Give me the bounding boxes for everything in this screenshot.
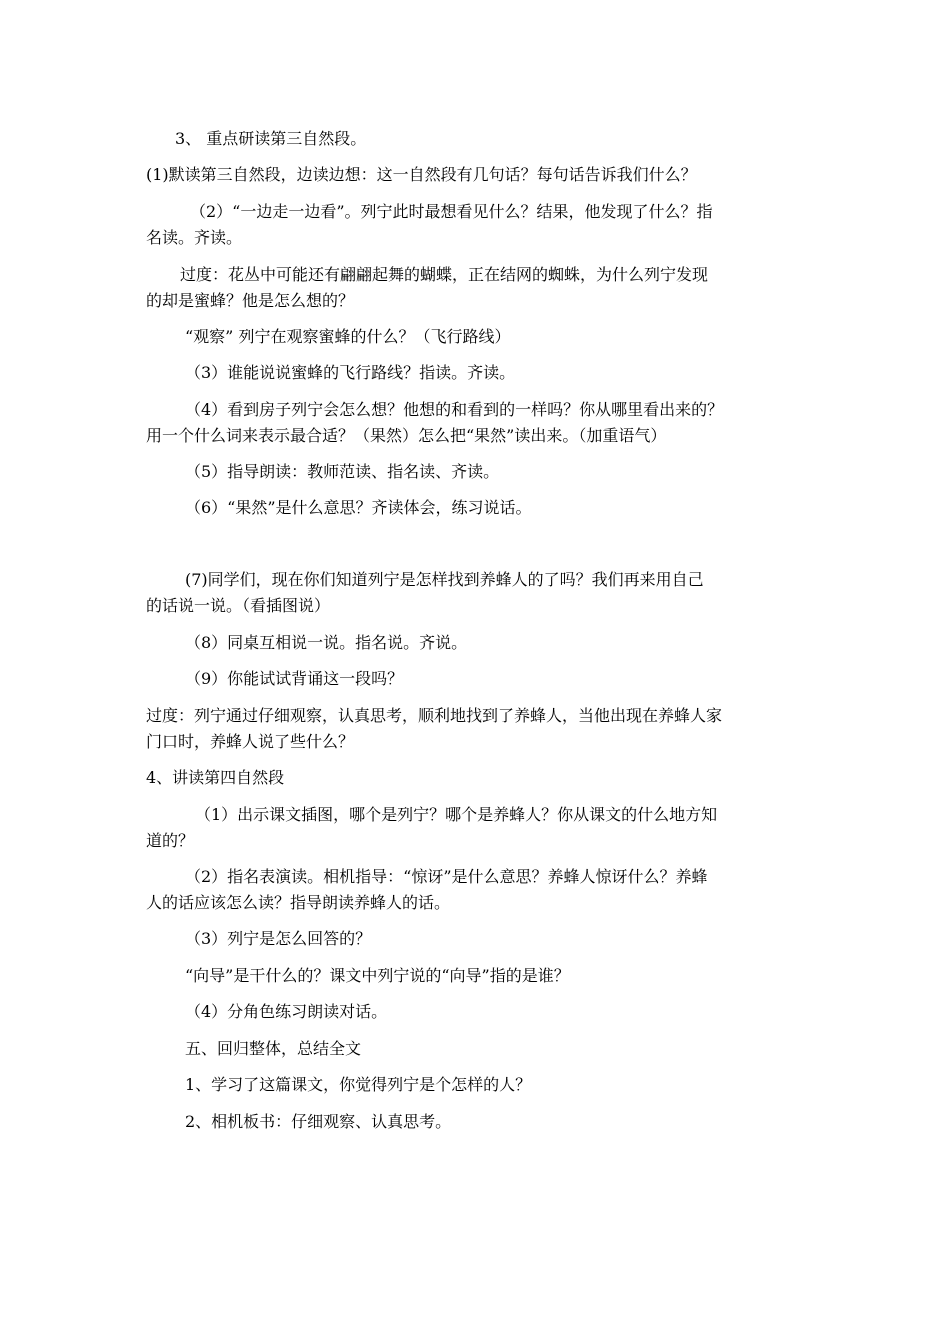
text-line: 3、 重点研读第三自然段。 (175, 129, 367, 148)
text-line: 的话说一说。（看插图说） (146, 596, 331, 615)
text-line: (1)默读第三自然段，边读边想：这一自然段有几句话？每句话告诉我们什么？ (146, 165, 697, 184)
text-line: （3）列宁是怎么回答的？ (185, 929, 372, 948)
text-line: （4）分角色练习朗读对话。 (185, 1002, 388, 1021)
text-line: （6）“果然”是什么意思？齐读体会，练习说话。 (185, 498, 532, 517)
text-line: 4、讲读第四自然段 (146, 768, 285, 787)
text-line: 过度：列宁通过仔细观察，认真思考，顺利地找到了养蜂人，当他出现在养蜂人家 (146, 706, 723, 725)
text-line: 道的？ (146, 831, 195, 850)
text-line: (7)同学们，现在你们知道列宁是怎样找到养蜂人的了吗？我们再来用自己 (185, 570, 704, 589)
text-line: 2、相机板书：仔细观察、认真思考。 (185, 1112, 452, 1131)
text-line: “向导”是干什么的？课文中列宁说的“向导”指的是谁？ (185, 966, 570, 985)
text-line: 人的话应该怎么读？指导朗读养蜂人的话。 (146, 893, 451, 912)
text-line: （1）出示课文插图，哪个是列宁？哪个是养蜂人？你从课文的什么地方知 (195, 805, 718, 824)
text-line: 用一个什么词来表示最合适？（果然）怎么把“果然”读出来。（加重语气） (146, 426, 667, 445)
text-line: 的却是蜜蜂？他是怎么想的？ (146, 291, 355, 310)
text-line: 门口时，养蜂人说了些什么？ (146, 732, 355, 751)
text-line: “观察” 列宁在观察蜜蜂的什么？（飞行路线） (185, 327, 511, 346)
text-line: （3）谁能说说蜜蜂的飞行路线？指读。齐读。 (185, 363, 516, 382)
text-line: （4）看到房子列宁会怎么想？他想的和看到的一样吗？你从哪里看出来的？ (185, 400, 724, 419)
text-line: （2）“一边走一边看”。列宁此时最想看见什么？结果，他发现了什么？指 (190, 202, 713, 221)
text-line: （2）指名表演读。相机指导：“惊讶”是什么意思？养蜂人惊讶什么？养蜂 (185, 867, 708, 886)
text-line: 名读。齐读。 (146, 228, 243, 247)
text-line: （8）同桌互相说一说。指名说。齐说。 (185, 633, 468, 652)
text-line: （9）你能试试背诵这一段吗？ (185, 669, 404, 688)
text-line: （5）指导朗读：教师范读、指名读、齐读。 (185, 462, 500, 481)
text-line: 1、学习了这篇课文，你觉得列宁是个怎样的人？ (185, 1075, 532, 1094)
text-line: 五、回归整体，总结全文 (185, 1039, 362, 1058)
text-line: 过度：花丛中可能还有翩翩起舞的蝴蝶，正在结网的蜘蛛，为什么列宁发现 (180, 265, 709, 284)
